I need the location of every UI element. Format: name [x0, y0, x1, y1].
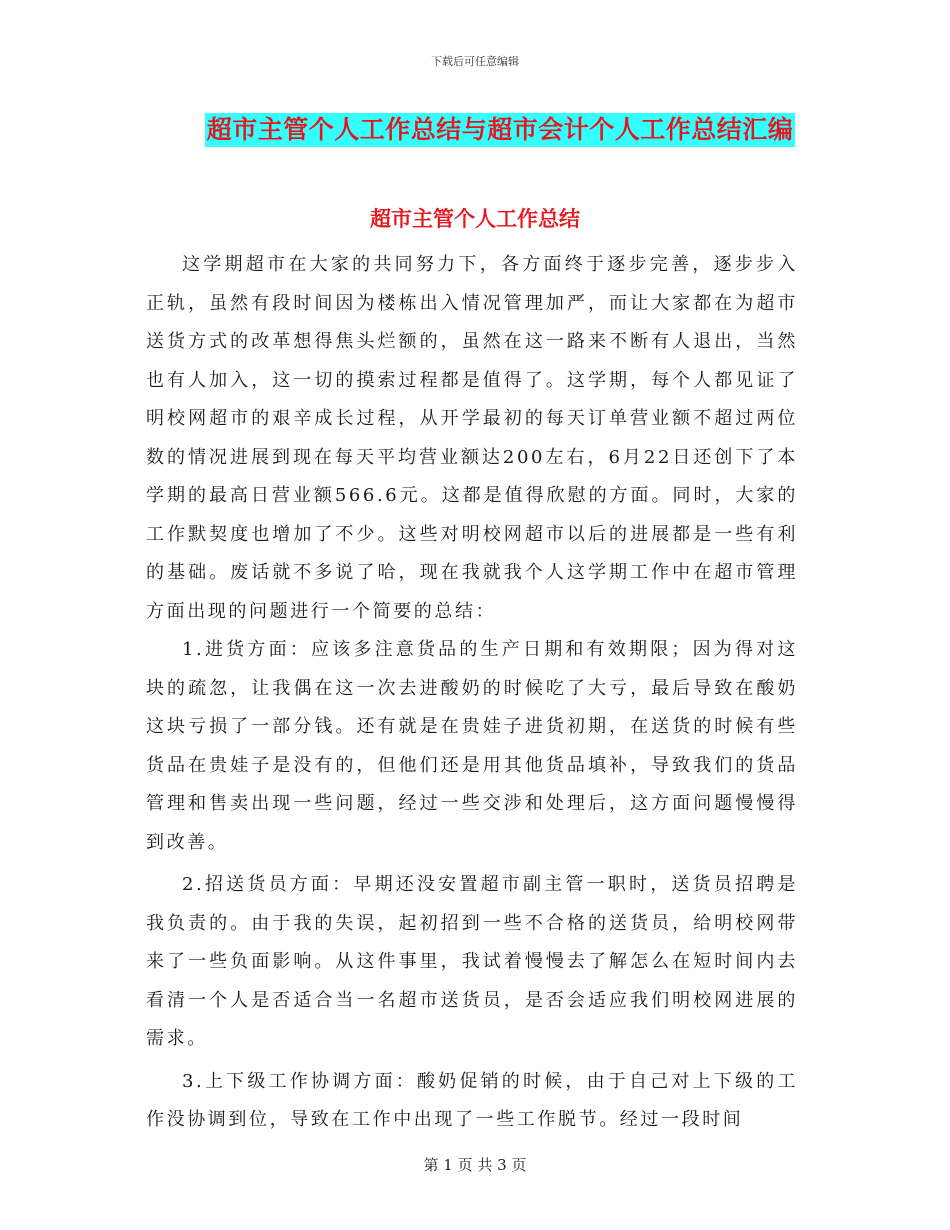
- section-title: 超市主管个人工作总结: [370, 206, 580, 231]
- main-title: 超市主管个人工作总结与超市会计个人工作总结汇编: [205, 113, 796, 147]
- body-text: [146, 246, 798, 1140]
- page-footer: 第 1 页 共 3 页: [423, 1156, 527, 1174]
- header-note: 下载后可任意编辑: [431, 55, 519, 68]
- main-title-wrap: [0, 113, 950, 147]
- paragraph-intro: 这学期超市在大家的共同努力下，各方面终于逐步完善，逐步步入正轨，虽然有段时间因为楼栋出入情况管理加严，而让大家都在为超市送货方式的改革想得焦头烂额的，虽然在这一路来不断有人退出，当然也有人加入，这一切的摸索过程都是值得了。这学期，每个人都见证了明校网超市的艰辛成长过程，从开学最初的每天订单营业额不超过两位数的情况进展到现在每天平均营业额达200左右，6月22日还创下了本学期的最高日营业额566.6元。这都是值得欣慰的方面。同时，大家的工作默契度也增加了不少。这些对明校网超市以后的进展都是一些有利的基础。废话就不多说了哈，现在我就我个人这学期工作中在超市管理方面出现的问题进行一个简要的总结：: [146, 254, 798, 622]
- paragraph-item-2: 2.招送货员方面：早期还没安置超市副主管一职时，送货员招聘是我负责的。由于我的失误，起初招到一些不合格的送货员，给明校网带来了一些负面影响。从这件事里，我试着慢慢去了解怎么在短时间内去看清一个人是否适合当一名超市送货员，是否会适应我们明校网进展的需求。: [146, 874, 798, 1049]
- paragraph-item-1: 1.进货方面：应该多注意货品的生产日期和有效期限；因为得对这块的疏忽，让我偶在这一次去进酸奶的时候吃了大亏，最后导致在酸奶这块亏损了一部分钱。还有就是在贵娃子进货初期，在送货的时候有些货品在贵娃子是没有的，但他们还是用其他货品填补，导致我们的货品管理和售卖出现一些问题，经过一些交涉和处理后，这方面问题慢慢得到改善。: [146, 639, 798, 853]
- paragraph-item-3: 3.上下级工作协调方面：酸奶促销的时候，由于自己对上下级的工作没协调到位，导致在工作中出现了一些工作脱节。经过一段时间: [146, 1070, 798, 1130]
